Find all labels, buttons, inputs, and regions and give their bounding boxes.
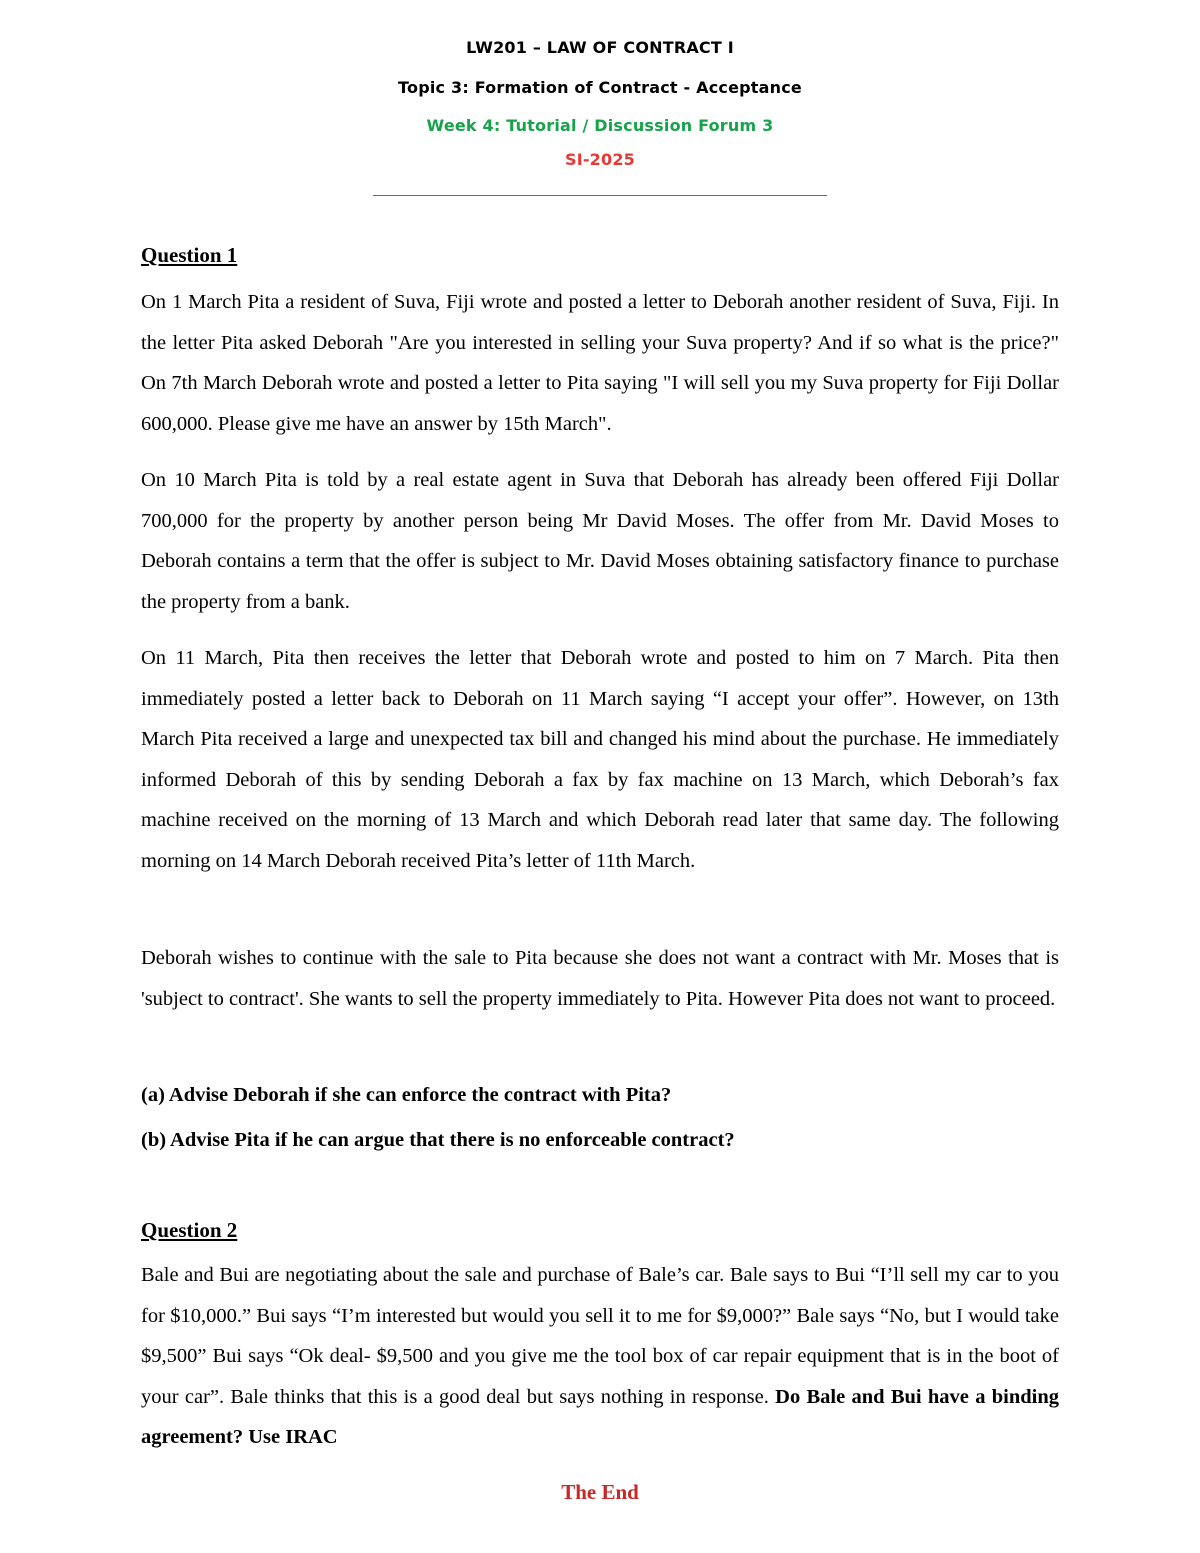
semester-label: SI-2025 bbox=[564, 150, 636, 169]
question-1-paragraph-2: On 10 March Pita is told by a real estate agent in Suva that Deborah has already been offered Fiji Dollar 700,000 for the property by another person being Mr David Moses. The offer from Mr. David Moses to Deborah contains a term that the offer is subject to Mr. David Moses obtaining satisfactory finance to purchase the property from a bank. bbox=[141, 469, 1059, 613]
question-2-task: Do Bale and Bui have a binding agreement? Use IRAC bbox=[141, 1385, 1059, 1449]
course-title: LW201 – LAW OF CONTRACT I bbox=[466, 38, 734, 57]
question-1-heading: Question 1 bbox=[141, 243, 238, 267]
question-1-part-a: (a) Advise Deborah if she can enforce the contract with Pita? bbox=[141, 1084, 672, 1106]
question-1-paragraph-3: On 11 March, Pita then receives the letter that Deborah wrote and posted to him on 7 March. Pita then immediately posted a letter back to Deborah on 11 March saying “I accept your offer”. However, on 13th March Pita received a large and unexpected tax bill and changed his mind about the purchase. He immediately informed Deborah of this by sending Deborah a fax by fax machine on 13 March, which Deborah’s fax machine received on the morning of 13 March and which Deborah read later that same day. The following morning on 14 March Deborah received Pita’s letter of 11th March. bbox=[141, 647, 1059, 872]
question-1-part-b: (b) Advise Pita if he can argue that there is no enforceable contract? bbox=[141, 1129, 735, 1151]
question-2-paragraph bbox=[141, 1255, 1059, 1458]
question-2-text: Bale and Bui are negotiating about the sale and purchase of Bale’s car. Bale says to Bui “I’ll sell my car to you for $10,000.” Bui says “I’m interested but would you sell it to me for $9,000?” Bale says “No, but I would take $9,500” Bui says “Ok deal- $9,500 and you give me the tool box of car repair equipment that is in the boot of your car”. Bale thinks that this is a good deal but says nothing in response. bbox=[141, 1264, 1059, 1408]
question-1-paragraph-1: On 1 March Pita a resident of Suva, Fiji wrote and posted a letter to Deborah another resident of Suva, Fiji. In the letter Pita asked Deborah "Are you interested in selling your Suva property? And if so what is the price?" On 7th March Deborah wrote and posted a letter to Pita saying "I will sell you my Suva property for Fiji Dollar 600,000. Please give me have an answer by 15th March". bbox=[141, 291, 1059, 435]
header-divider bbox=[373, 195, 827, 196]
end-label: The End bbox=[561, 1480, 639, 1504]
question-1-paragraph-4: Deborah wishes to continue with the sale to Pita because she does not want a contract with Mr. Moses that is 'subject to contract'. She wants to sell the property immediately to Pita. However Pita does not want to proceed. bbox=[141, 947, 1059, 1010]
topic-title: Topic 3: Formation of Contract - Acceptance bbox=[398, 78, 802, 97]
week-title: Week 4: Tutorial / Discussion Forum 3 bbox=[426, 116, 774, 135]
question-2-heading: Question 2 bbox=[141, 1218, 238, 1242]
